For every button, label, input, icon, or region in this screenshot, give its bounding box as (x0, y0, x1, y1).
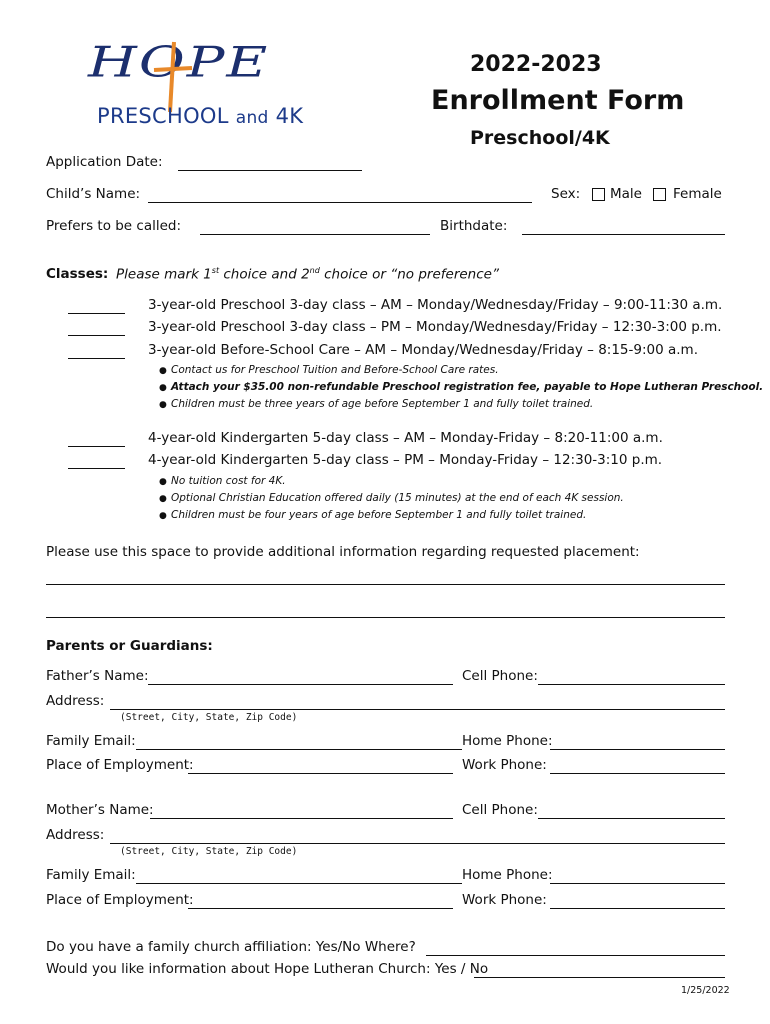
mother-email-label: Family Email: (46, 867, 136, 883)
kindergarten-pm-option: 4-year-old Kindergarten 5-day class – PM – Monday-Friday – 12:30-3:10 p.m. (148, 452, 663, 468)
birthdate-label: Birthdate: (440, 218, 508, 234)
kindergarten-am-choice-field[interactable] (68, 446, 125, 447)
revision-date: 1/25/2022 (681, 985, 730, 996)
mother-address-field[interactable] (110, 843, 725, 844)
classes-heading: Classes: (46, 266, 109, 282)
mother-cell-label: Cell Phone: (462, 802, 538, 818)
mother-home-label: Home Phone: (462, 867, 553, 883)
bullet-icon: ● (159, 494, 167, 504)
application-date-label: Application Date: (46, 154, 163, 170)
mother-name-label: Mother’s Name: (46, 802, 154, 818)
preschool-note: Children must be three years of age before September 1 and fully toilet trained. (171, 398, 594, 410)
father-email-field[interactable] (136, 749, 462, 750)
female-label: Female (673, 186, 722, 202)
church-info-field[interactable] (474, 977, 725, 978)
preschool-note: Contact us for Preschool Tuition and Before-School Care rates. (171, 364, 499, 376)
father-cell-label: Cell Phone: (462, 668, 538, 684)
female-checkbox[interactable] (653, 188, 666, 201)
mother-home-field[interactable] (550, 883, 725, 884)
father-employment-field[interactable] (188, 773, 453, 774)
additional-info-line-2[interactable] (46, 617, 725, 618)
mother-name-field[interactable] (150, 818, 453, 819)
kindergarten-note: Optional Christian Education offered daily (15 minutes) at the end of each 4K session. (171, 492, 624, 504)
sex-label: Sex: (551, 186, 581, 202)
childs-name-field[interactable] (148, 202, 532, 203)
parents-heading: Parents or Guardians: (46, 638, 213, 654)
additional-info-line-1[interactable] (46, 584, 725, 585)
father-home-label: Home Phone: (462, 733, 553, 749)
mother-work-label: Work Phone: (462, 892, 547, 908)
bullet-icon: ● (159, 477, 167, 487)
school-year: 2022-2023 (470, 52, 602, 77)
father-email-label: Family Email: (46, 733, 136, 749)
kindergarten-note: Children must be four years of age before September 1 and fully toilet trained. (171, 509, 587, 521)
father-address-field[interactable] (110, 709, 725, 710)
application-date-field[interactable] (178, 170, 362, 171)
preschool-am-choice-field[interactable] (68, 313, 125, 314)
mother-address-note: (Street, City, State, Zip Code) (120, 846, 298, 857)
preschool-am-option: 3-year-old Preschool 3-day class – AM – Monday/Wednesday/Friday – 9:00-11:30 a.m. (148, 297, 723, 313)
kindergarten-pm-choice-field[interactable] (68, 468, 125, 469)
birthdate-field[interactable] (522, 234, 725, 235)
form-title: Enrollment Form (431, 85, 685, 116)
father-name-label: Father’s Name: (46, 668, 149, 684)
logo-cross-icon (150, 40, 194, 114)
father-work-field[interactable] (550, 773, 725, 774)
church-affiliation-label: Do you have a family church affiliation: Yes/No Where? (46, 939, 416, 955)
before-school-option: 3-year-old Before-School Care – AM – Monday/Wednesday/Friday – 8:15-9:00 a.m. (148, 342, 698, 358)
prefers-label: Prefers to be called: (46, 218, 182, 234)
form-subtitle: Preschool/4K (470, 127, 610, 149)
mother-cell-field[interactable] (538, 818, 725, 819)
logo-wordmark: HOPE (88, 38, 270, 87)
male-label: Male (610, 186, 642, 202)
father-employment-label: Place of Employment: (46, 757, 194, 773)
bullet-icon: ● (159, 383, 167, 393)
before-school-choice-field[interactable] (68, 358, 125, 359)
mother-email-field[interactable] (136, 883, 462, 884)
church-affiliation-field[interactable] (426, 955, 725, 956)
preschool-pm-choice-field[interactable] (68, 335, 125, 336)
classes-instruction: Please mark 1st choice and 2nd choice or “no preference” (116, 266, 499, 283)
father-cell-field[interactable] (538, 684, 725, 685)
kindergarten-am-option: 4-year-old Kindergarten 5-day class – AM – Monday-Friday – 8:20-11:00 a.m. (148, 430, 663, 446)
male-checkbox[interactable] (592, 188, 605, 201)
additional-info-label: Please use this space to provide additional information regarding requested placement: (46, 544, 640, 560)
bullet-icon: ● (159, 400, 167, 410)
father-address-note: (Street, City, State, Zip Code) (120, 712, 298, 723)
preschool-note: Attach your $35.00 non-refundable Preschool registration fee, payable to Hope Lutheran Preschool. (171, 381, 764, 393)
church-info-label: Would you like information about Hope Lutheran Church: Yes / No (46, 961, 489, 977)
logo-subtitle: PRESCHOOL and 4K (97, 104, 304, 128)
mother-employment-label: Place of Employment: (46, 892, 194, 908)
bullet-icon: ● (159, 366, 167, 376)
father-work-label: Work Phone: (462, 757, 547, 773)
father-home-field[interactable] (550, 749, 725, 750)
bullet-icon: ● (159, 511, 167, 521)
mother-work-field[interactable] (550, 908, 725, 909)
preschool-pm-option: 3-year-old Preschool 3-day class – PM – Monday/Wednesday/Friday – 12:30-3:00 p.m. (148, 319, 722, 335)
prefers-field[interactable] (200, 234, 430, 235)
father-name-field[interactable] (148, 684, 453, 685)
father-address-label: Address: (46, 693, 105, 709)
childs-name-label: Child’s Name: (46, 186, 141, 202)
mother-address-label: Address: (46, 827, 105, 843)
mother-employment-field[interactable] (188, 908, 453, 909)
kindergarten-note: No tuition cost for 4K. (171, 475, 286, 487)
